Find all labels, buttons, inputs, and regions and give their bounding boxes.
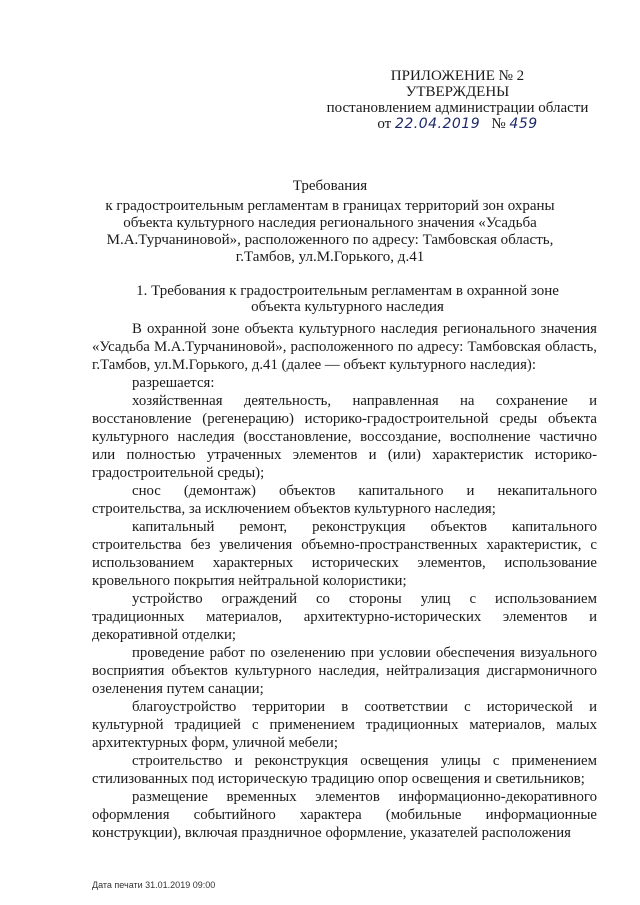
paragraph-item: снос (демонтаж) объектов капитального и некапитального строительства, за исключением объектов культурного наследия; xyxy=(92,483,597,517)
section-line-1: 1. Требования к градостроительным регламентам в охранной зоне xyxy=(136,283,559,299)
paragraph-intro: В охранной зоне объекта культурного наследия регионального значения «Усадьба М.А.Турчаниновой», расположенного по адресу: Тамбовская область, г.Тамбов, ул.М.Горького, д.41 (далее — объект культурного наследия): xyxy=(92,321,597,373)
appendix-number: ПРИЛОЖЕНИЕ № 2 xyxy=(390,68,525,84)
paragraph-item: строительство и реконструкция освещения улицы с применением стилизованных под историческую традицию опор освещения и светильников; xyxy=(92,753,597,787)
title-line-3: объекта культурного наследия регионального значения «Усадьба xyxy=(123,215,537,231)
paragraph-item: благоустройство территории в соответствии с исторической и культурной традицией с применением традиционных материалов, малых архитектурных форм, уличной мебели; xyxy=(92,699,597,751)
appendix-header xyxy=(320,68,595,132)
paragraph-item: размещение временных элементов информационно-декоративного оформления событийного характера (мобильные информационные конструкции), включая праздничное оформление, указателей расположения xyxy=(92,789,597,841)
document-title xyxy=(80,178,580,266)
title-line-5: г.Тамбов, ул.М.Горького, д.41 xyxy=(235,249,425,265)
number-prefix: № xyxy=(491,116,506,132)
title-line-4: М.А.Турчаниновой», расположенного по адресу: Тамбовская область, xyxy=(106,232,554,248)
section-line-2: объекта культурного наследия xyxy=(251,299,444,315)
resolution-text: постановлением администрации области xyxy=(326,100,589,116)
paragraph-item: капитальный ремонт, реконструкция объектов капитального строительства без увеличения объемно-пространственных характеристик, с использованием характерных исторических элементов, использование кровельного покрытия нейтральной колористики; xyxy=(92,519,597,589)
print-date-footer: Дата печати 31.01.2019 09:00 xyxy=(92,880,216,890)
handwritten-number: 459 xyxy=(509,116,538,132)
date-prefix: от xyxy=(377,116,392,132)
approved-label: УТВЕРЖДЕНЫ xyxy=(405,84,510,100)
handwritten-date: 22.04.2019 xyxy=(394,116,481,132)
paragraph-item: устройство ограждений со стороны улиц с использованием традиционных материалов, архитектурно-исторических элементов и декоративной отделки; xyxy=(92,591,597,643)
title-line-2: к градостроительным регламентам в границах территорий зон охраны xyxy=(105,198,555,214)
title-line-1: Требования xyxy=(292,178,368,194)
paragraph-item: проведение работ по озеленению при условии обеспечения визуального восприятия объектов культурного наследия, нейтрализация дисгармоничного озеленения путем санации; xyxy=(92,645,597,697)
paragraph-allowed-label: разрешается: xyxy=(132,375,215,391)
resolution-date-line xyxy=(320,116,595,132)
body-text xyxy=(92,320,597,842)
section-title xyxy=(110,283,585,315)
paragraph-item: хозяйственная деятельность, направленная на сохранение и восстановление (регенерацию) историко-градостроительной среды объекта культурного наследия (восстановление, воссоздание, восполнение частично или полностью утраченных элементов и (или) характеристик историко-градостроительной среды); xyxy=(92,393,597,481)
